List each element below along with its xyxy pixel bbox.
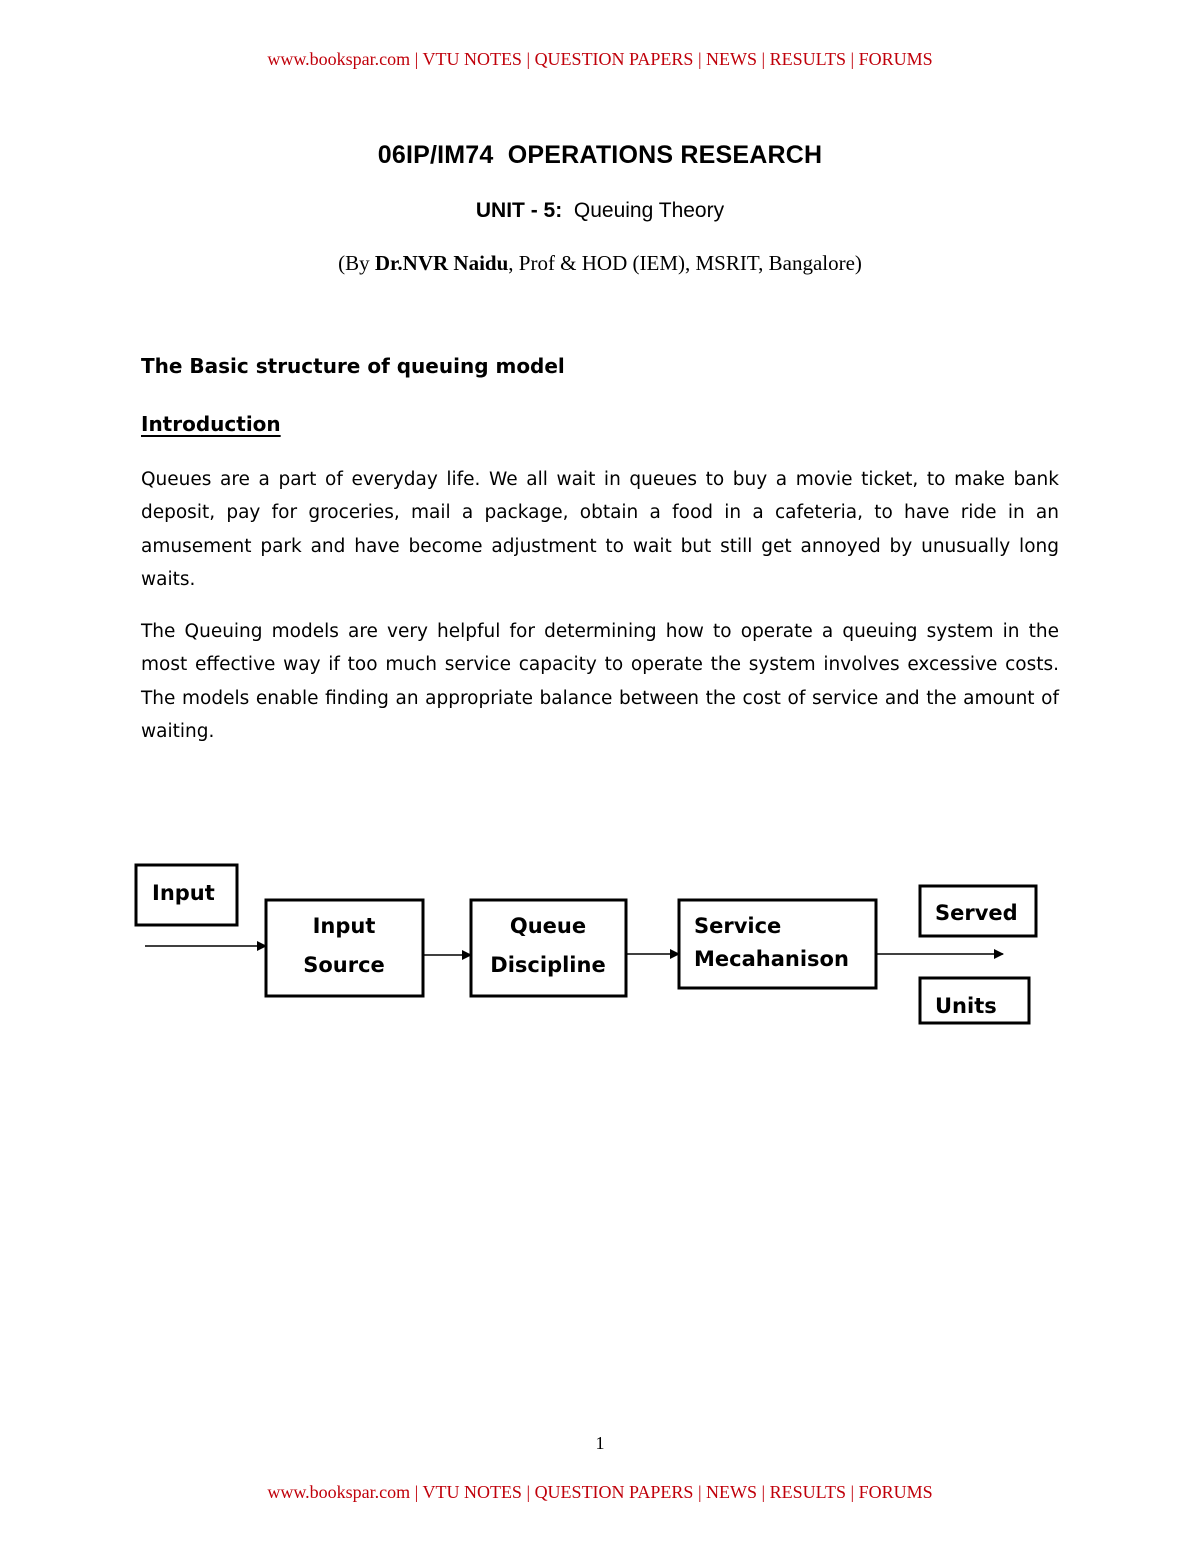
author-prefix: (By — [338, 251, 375, 275]
banner-site-link[interactable]: www.bookspar.com — [267, 49, 411, 69]
author-line — [0, 251, 1200, 276]
banner-site-link[interactable]: www.bookspar.com — [267, 1482, 411, 1502]
banner-item[interactable]: FORUMS — [858, 1482, 933, 1502]
banner-item[interactable]: NEWS — [706, 1482, 758, 1502]
banner-item[interactable]: VTU NOTES — [422, 49, 522, 69]
banner-item[interactable]: QUESTION PAPERS — [534, 49, 694, 69]
banner-item[interactable]: VTU NOTES — [422, 1482, 522, 1502]
author-name: Dr.NVR Naidu — [374, 251, 509, 275]
banner-item[interactable]: NEWS — [706, 49, 758, 69]
course-title: 06IP/IM74 OPERATIONS RESEARCH — [377, 141, 823, 169]
input-source-label-line2: Source — [303, 953, 385, 977]
section-heading: The Basic structure of queuing model — [141, 354, 565, 378]
banner-item[interactable]: QUESTION PAPERS — [534, 1482, 694, 1502]
author-affiliation: , Prof & HOD (IEM), MSRIT, Bangalore) — [508, 251, 862, 275]
service-mechanism-label-line2: Mecahanison — [694, 947, 849, 971]
served-label: Served — [935, 901, 1018, 925]
unit-label: UNIT - 5: — [475, 199, 563, 222]
intro-heading: Introduction — [141, 412, 281, 436]
service-mechanism-label-line1: Service — [694, 914, 782, 938]
queue-discipline-label-line2: Discipline — [490, 953, 606, 977]
paragraph: The Queuing models are very helpful for determining how to operate a queuing system in the most effective way if too much service capacity to operate the system involves excessive costs. The models enable finding an appropriate balance between the cost of service and the amount of waiting. — [141, 621, 1059, 742]
banner-item[interactable]: FORUMS — [858, 49, 933, 69]
units-label: Units — [935, 994, 997, 1018]
unit-title — [0, 199, 1200, 223]
queue-discipline-label-line1: Queue — [509, 914, 587, 938]
banner-item[interactable]: RESULTS — [769, 1482, 847, 1502]
banner-item[interactable]: RESULTS — [769, 49, 847, 69]
header-banner: www.bookspar.com | VTU NOTES | QUESTION PAPERS | NEWS | RESULTS | FORUMS — [267, 49, 933, 69]
queuing-model-diagram — [0, 850, 1200, 1050]
input-label: Input — [152, 881, 215, 905]
page-number: 1 — [595, 1433, 605, 1453]
input-source-label-line1: Input — [312, 914, 376, 938]
unit-name: Queuing Theory — [573, 199, 725, 222]
footer-banner: www.bookspar.com | VTU NOTES | QUESTION PAPERS | NEWS | RESULTS | FORUMS — [267, 1482, 933, 1502]
paragraph: Queues are a part of everyday life. We all wait in queues to buy a movie ticket, to make bank deposit, pay for groceries, mail a package, obtain a food in a cafeteria, to have ride in an amusement park and have become adjustment to wait but still get annoyed by unusually long waits. — [141, 469, 1059, 590]
